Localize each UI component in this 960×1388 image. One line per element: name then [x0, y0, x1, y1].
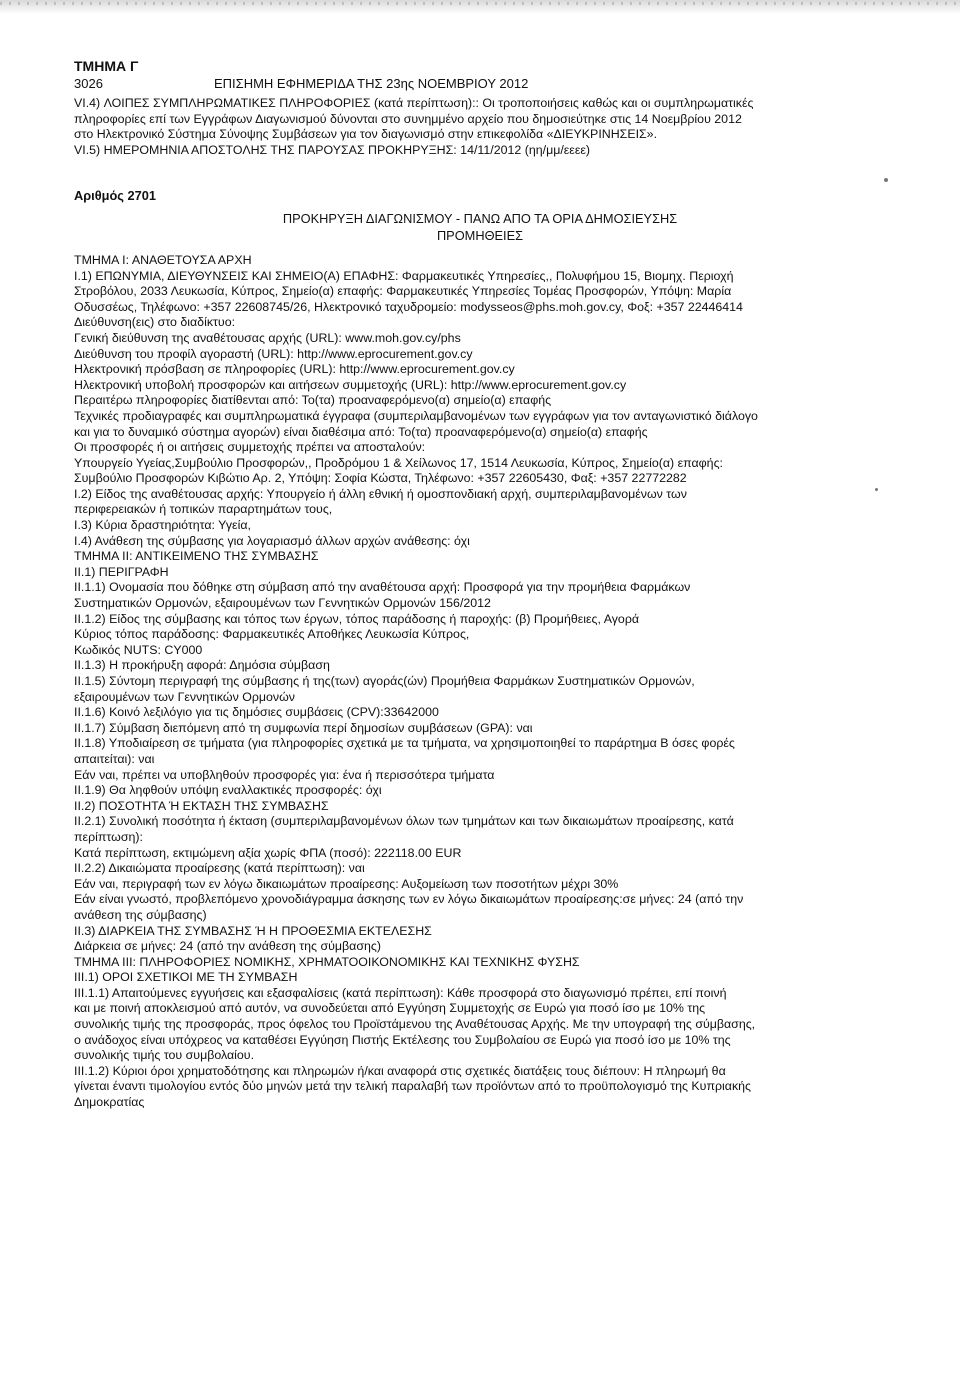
body-line: ΙΙ.1.7) Σύμβαση διεπόμενη από τη συμφωνία περί δημοσίων συμβάσεων (GPA): ναι — [74, 720, 533, 735]
body-line: ΙΙ.1.3) Η προκήρυξη αφορά: Δημόσια σύμβαση — [74, 658, 330, 673]
notice-number: Αριθμός 2701 — [74, 188, 156, 204]
body-line: Κατά περίπτωση, εκτιμώμενη αξία χωρίς ΦΠΑ (ποσό): 222118.00 EUR — [74, 845, 462, 860]
body-line: Διάρκεια σε μήνες: 24 (από την ανάθεση της σύμβασης) — [74, 939, 381, 954]
intro-line: VI.5) ΗΜΕΡΟΜΗΝΙΑ ΑΠΟΣΤΟΛΗΣ ΤΗΣ ΠΑΡΟΥΣΑΣ ΠΡΟΚΗΡΥΞΗΣ: 14/11/2012 (ηη/μμ/εεεε) — [74, 142, 591, 157]
body-line: Διεύθυνση(εις) στο διαδίκτυο: — [74, 315, 236, 330]
intro-line: πληροφορίες επί των Εγγράφων Διαγωνισμού δύνονται στο συνημμένο αρχείο που δημοσιεύτηκε στις 14 Νοεμβρίου 2012 — [74, 111, 742, 126]
body-line: ανάθεση της σύμβασης) — [74, 907, 207, 922]
body-line: Κωδικός NUTS: CY000 — [74, 642, 203, 657]
body-line: ΙΙ.1.5) Σύντομη περιγραφή της σύμβασης ή της(των) αγοράς(ών) Προμήθεια Φαρμάκων Συστηματικών Ορμονών, — [74, 674, 695, 688]
body-line: Ηλεκτρονική υποβολή προσφορών και αιτήσεων συμμετοχής (URL): http://www.eprocurement.gov.cy — [74, 377, 627, 392]
body-line: ΤΜΗΜΑ ΙΙ: ΑΝΤΙΚΕΙΜΕΝΟ ΤΗΣ ΣΥΜΒΑΣΗΣ — [74, 549, 319, 564]
body-line: ΙΙ.1.8) Υποδιαίρεση σε τμήματα (για πληροφορίες σχετικά με τα τμήματα, να χρησιμοποιηθεί το παράρτημα Β όσες φορές — [74, 736, 735, 751]
body-line: Γενική διεύθυνση της αναθέτουσας αρχής (URL): www.moh.gov.cy/phs — [74, 330, 461, 345]
scan-edge-noise — [0, 2, 960, 5]
body-line: περίπτωση): — [74, 829, 143, 844]
body-line: Υπουργείο Υγείας,Συμβούλιο Προσφορών,, Προδρόμου 1 & Χείλωνος 17, 1514 Λευκωσία, Κύπρος, Σημείο(α) επαφής: — [74, 455, 723, 470]
body-line: Ηλεκτρονική πρόσβαση σε πληροφορίες (URL): http://www.eprocurement.gov.cy — [74, 362, 515, 377]
body-line: ΙΙ.1.2) Είδος της σύμβασης και τόπος των έργων, τόπος παράδοσης ή παροχής: (β) Προμήθειες, Αγορά — [74, 611, 640, 626]
body-line: Οδυσσέως, Τηλέφωνο: +357 22608745/26, Ηλεκτρονικό ταχυδρομείο: modysseos@phs.moh.gov.cy, Φοξ: +357 22446414 — [74, 299, 743, 314]
body-line: ΙΙΙ.1.1) Απαιτούμενες εγγυήσεις και εξασφαλίσεις (κατά περίπτωση): Κάθε προσφορά στο διαγωνισμό πρέπει, επί ποινή — [74, 985, 727, 1000]
notice-title — [74, 210, 886, 244]
body-line: Δημοκρατίας — [74, 1095, 145, 1110]
gazette-page — [74, 58, 886, 1111]
body-line: ο ανάδοχος είναι υπόχρεος να καταθέσει Εγγύηση Πιστής Εκτέλεσης του Συμβολαίου σε Ευρώ για ποσό ίσο με 10% της — [74, 1032, 731, 1047]
notice-body — [74, 253, 886, 1111]
body-line: ΙΙ.1.1) Ονομασία που δόθηκε στη σύμβαση από την αναθέτουσα αρχή: Προσφορά για την προμήθεια Φαρμάκων — [74, 580, 691, 595]
body-line: Κύριος τόπος παράδοσης: Φαρμακευτικές Αποθήκες Λευκωσία Κύπρος, — [74, 627, 470, 642]
body-line: Συμβούλιο Προσφορών Κιβώτιο Αρ. 2, Υπόψη: Σοφία Κώστα, Τηλέφωνο: +357 22605430, Φαξ: +357 22772282 — [74, 471, 687, 486]
page-number: 3026 — [74, 76, 103, 91]
body-line: και με ποινή αποκλεισμού από αυτόν, να συνοδεύεται από Εγγύηση Συμμετοχής σε Ευρώ για ποσό ίσο με 10% της — [74, 1001, 706, 1016]
body-line: Εάν ναι, περιγραφή των εν λόγω δικαιωμάτων προαίρεσης: Αυξομείωση των ποσοτήτων μέχρι 30% — [74, 876, 619, 891]
body-line: Περαιτέρω πληροφορίες διατίθενται από: Το(τα) προαναφερόμενο(α) σημείο(α) επαφής — [74, 393, 552, 408]
body-line: Διεύθυνση του προφίλ αγοραστή (URL): http://www.eprocurement.gov.cy — [74, 346, 473, 361]
gazette-title: ΕΠΙΣΗΜΗ ΕΦΗΜΕΡΙΔΑ ΤΗΣ 23ης ΝΟΕΜΒΡΙΟΥ 2012 — [214, 76, 529, 91]
body-line: και για το δυναμικό σύστημα αγορών) είναι διαθέσιμα από: Το(τα) προαναφερόμενο(α) σημείο(α) επαφής — [74, 424, 648, 439]
body-line: συνολικής τιμής του συμβολαίου. — [74, 1048, 255, 1063]
page-header — [74, 75, 886, 92]
notice-title-line: ΠΡΟΚΗΡΥΞΗ ΔΙΑΓΩΝΙΣΜΟΥ - ΠΑΝΩ ΑΠΟ ΤΑ ΟΡΙΑ ΔΗΜΟΣΙΕΥΣΗΣ — [282, 210, 678, 226]
body-line: ΙΙ.2) ΠΟΣΟΤΗΤΑ Ή ΕΚΤΑΣΗ ΤΗΣ ΣΥΜΒΑΣΗΣ — [74, 798, 329, 813]
section-label: ΤΜΗΜΑ Γ — [74, 58, 139, 74]
body-line: Στροβόλου, 2033 Λευκωσία, Κύπρος, Σημείο(α) επαφής: Φαρμακευτικές Υπηρεσίες Τομέας Προσφορών, Υπόψη: Μαρία — [74, 284, 732, 299]
body-line: περιφερειακών ή τοπικών παραρτημάτων τους, — [74, 502, 333, 517]
body-line: Τεχνικές προδιαγραφές και συμπληρωματικά έγγραφα (συμπεριλαμβανομένων των εγγράφων για τον ανταγωνιστικό διάλογο — [74, 408, 758, 423]
body-line: συνολικής τιμής της προσφοράς, προς όφελος του Προϊστάμενου της Αναθέτουσας Αρχής. Με την υπογραφή της σύμβασης, — [74, 1017, 756, 1032]
body-line: Εάν ναι, πρέπει να υποβληθούν προσφορές για: ένα ή περισσότερα τμήματα — [74, 767, 495, 782]
notice-title-line: ΠΡΟΜΗΘΕΙΕΣ — [436, 227, 524, 243]
body-line: εξαιρουμένων των Γεννητικών Ορμονών — [74, 689, 295, 704]
scan-speck — [884, 178, 888, 182]
body-line: ΤΜΗΜΑ ΙΙΙ: ΠΛΗΡΟΦΟΡΙΕΣ ΝΟΜΙΚΗΣ, ΧΡΗΜΑΤΟΟΙΚΟΝΟΜΙΚΗΣ ΚΑΙ ΤΕΧΝΙΚΗΣ ΦΥΣΗΣ — [74, 954, 580, 969]
body-line: ΙΙ.1.6) Κοινό λεξιλόγιο για τις δημόσιες συμβάσεις (CPV):33642000 — [74, 705, 439, 720]
body-line: Συστηματικών Ορμονών, εξαιρουμένων των Γεννητικών Ορμονών 156/2012 — [74, 596, 491, 611]
body-line: Ι.3) Κύρια δραστηριότητα: Υγεία, — [74, 518, 251, 533]
intro-block — [74, 96, 886, 158]
body-line: ΙΙ.3) ΔΙΑΡΚΕΙΑ ΤΗΣ ΣΥΜΒΑΣΗΣ Ή Η ΠΡΟΘΕΣΜΙΑ ΕΚΤΕΛΕΣΗΣ — [74, 923, 432, 938]
body-line: ΙΙ.1) ΠΕΡΙΓΡΑΦΗ — [74, 564, 169, 579]
body-line: Ι.1) ΕΠΩΝΥΜΙΑ, ΔΙΕΥΘΥΝΣΕΙΣ ΚΑΙ ΣΗΜΕΙΟ(Α) ΕΠΑΦΗΣ: Φαρμακευτικές Υπηρεσίες,, Πολυφήμου 15, Βιομηχ. Περιοχή — [74, 268, 734, 283]
body-line: γίνεται έναντι τιμολογίου εντός δύο μηνών μετά την τελική παραλαβή των προϊόντων από το προϋπολογισμό της Κυπριακής — [74, 1079, 752, 1094]
intro-line: VI.4) ΛΟΙΠΕΣ ΣΥΜΠΛΗΡΩΜΑΤΙΚΕΣ ΠΛΗΡΟΦΟΡΙΕΣ (κατά περίπτωση):: Οι τροποποιήσεις καθώς και οι συμπληρωματικές — [74, 96, 754, 110]
body-line: ΙΙΙ.1.2) Κύριοι όροι χρηματοδότησης και πληρωμών ή/και αναφορά στις σχετικές διατάξεις τους διέπουν: Η πληρωμή θα — [74, 1063, 726, 1078]
body-line: ΤΜΗΜΑ Ι: ΑΝΑΘΕΤΟΥΣΑ ΑΡΧΗ — [74, 252, 252, 267]
body-line: Οι προσφορές ή οι αιτήσεις συμμετοχής πρέπει να αποσταλούν: — [74, 440, 426, 455]
body-line: Ι.4) Ανάθεση της σύμβασης για λογαριασμό άλλων αρχών ανάθεσης: όχι — [74, 533, 470, 548]
scan-edge-band — [0, 0, 960, 14]
intro-line: στο Ηλεκτρονικό Σύστημα Σύνοψης Συμβάσεων για τον διαγωνισμό στην επικεφολίδα «ΔΙΕΥΚΡΙΝΗΣΕΙΣ». — [74, 127, 658, 142]
body-line: ΙΙΙ.1) ΟΡΟΙ ΣΧΕΤΙΚΟΙ ΜΕ ΤΗ ΣΥΜΒΑΣΗ — [74, 970, 298, 985]
body-line: Εάν είναι γνωστό, προβλεπόμενο χρονοδιάγραμμα άσκησης των εν λόγω δικαιωμάτων προαίρεσης:σε μήνες: 24 (από την — [74, 892, 744, 907]
body-line: ΙΙ.2.2) Δικαιώματα προαίρεσης (κατά περίπτωση): ναι — [74, 861, 365, 876]
body-line: ΙΙ.2.1) Συνολική ποσότητα ή έκταση (συμπεριλαμβανομένων όλων των τμημάτων και των δικαιωμάτων προαίρεσης, κατά — [74, 814, 734, 829]
body-line: Ι.2) Είδος της αναθέτουσας αρχής: Υπουργείο ή άλλη εθνική ή ομοσπονδιακή αρχή, συμπεριλαμβανομένων των — [74, 486, 687, 501]
body-line: απαιτείται): ναι — [74, 751, 155, 766]
body-line: ΙΙ.1.9) Θα ληφθούν υπόψη εναλλακτικές προσφορές: όχι — [74, 783, 382, 798]
scan-speck — [875, 488, 878, 491]
